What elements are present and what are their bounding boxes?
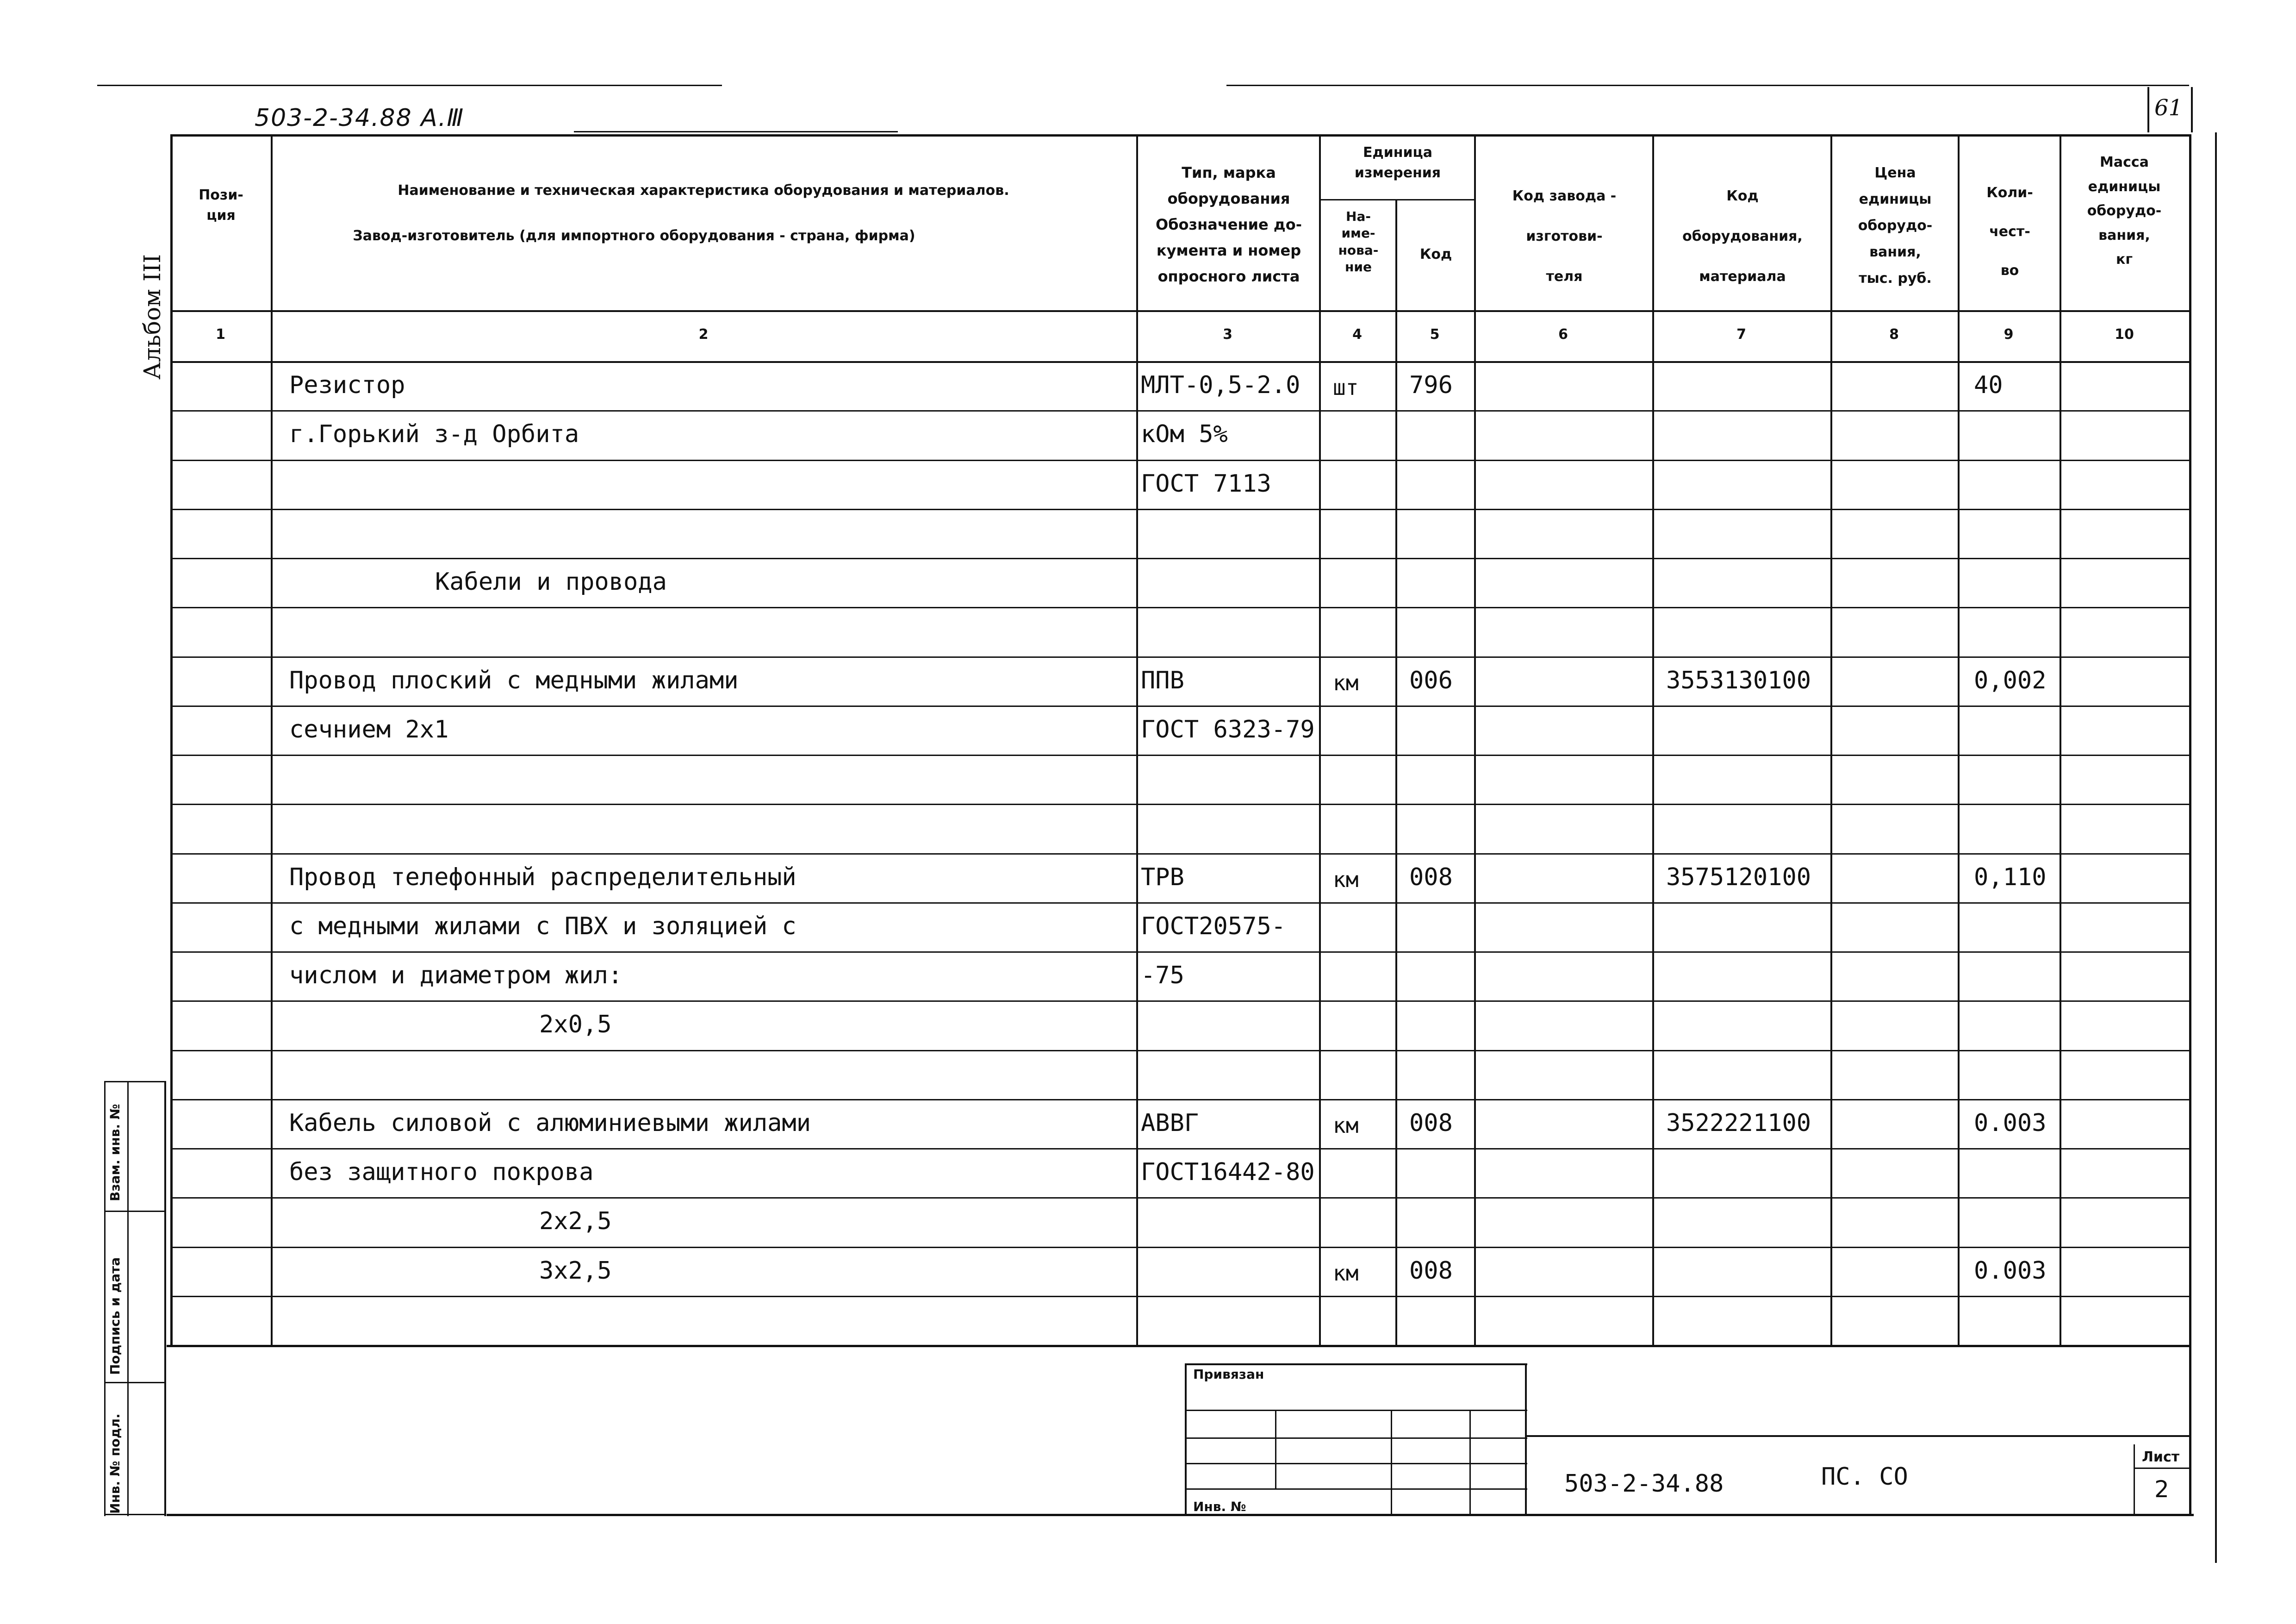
row-divider (170, 706, 2189, 707)
column-number: 3 (1223, 326, 1232, 343)
side-stamp-podpis: Подпись и дата (107, 1257, 123, 1375)
header-price: Цена единицы оборудо- вания, тыс. руб. (1858, 165, 1933, 287)
privyazan-row2 (1185, 1437, 1527, 1439)
table-right-border (2189, 134, 2191, 1345)
side-stamp-inv-podl: Инв. № подл. (107, 1413, 123, 1514)
sheet-box-mid (2134, 1468, 2191, 1469)
table-bottom-border (167, 1345, 2189, 1347)
section-title: Кабели и провода (435, 568, 667, 596)
privyazan-right (1525, 1363, 1527, 1516)
column-divider (1136, 134, 1138, 1345)
row-divider (170, 1197, 2189, 1199)
row-quantity: 0.003 (1974, 1256, 2047, 1285)
side-stamp-mid (127, 1081, 129, 1516)
row-name: Провод телефонный распределительный (289, 863, 796, 891)
sheet-box-left (2134, 1444, 2135, 1514)
row-divider (170, 607, 2189, 608)
column-divider (1474, 134, 1476, 1345)
column-divider (2060, 134, 2061, 1345)
header-unit-name: На- име- нова- ние (1338, 209, 1379, 275)
row-unit: км (1333, 1260, 1359, 1286)
stamp-left-border (1185, 1363, 1187, 1516)
row-quantity: 40 (1974, 371, 2003, 399)
column-divider (1830, 134, 1832, 1345)
row-divider (170, 656, 2189, 658)
table-left-border (170, 134, 173, 1345)
row-divider (170, 1099, 2189, 1100)
row-unit-code: 006 (1409, 666, 1453, 694)
stamp-bottom-border (167, 1514, 2194, 1516)
side-stamp-bottom (104, 1514, 164, 1515)
header-plant-code: Код завода - изготови- теля (1512, 188, 1617, 285)
side-stamp-top (104, 1081, 164, 1082)
row-name: сечнием 2х1 (289, 715, 449, 743)
row-name: г.Горький з-д Орбита (289, 420, 579, 449)
top-rule-right (1226, 85, 2189, 86)
side-stamp-right (164, 1081, 166, 1516)
row-divider (170, 509, 2189, 510)
row-type: ТРВ (1141, 863, 1184, 891)
row-subitem: 2х2,5 (539, 1207, 612, 1236)
inv-no-label: Инв. № (1193, 1499, 1246, 1514)
row-divider (170, 1296, 2189, 1297)
header-mass: Масса единицы оборудо- вания, кг (2087, 154, 2162, 268)
header-type: Тип, марка оборудования Обозначение до- кумента и номер опросного листа (1156, 164, 1302, 285)
row-unit-code: 008 (1409, 1256, 1453, 1285)
header-unit-code: Код (1419, 246, 1452, 262)
side-stamp-vzam: Взам. инв. № (107, 1104, 123, 1201)
privyazan-row4 (1185, 1488, 1527, 1490)
header-equipment-code: Код оборудования, материала (1682, 188, 1803, 285)
row-divider (170, 853, 2189, 855)
row-unit: км (1333, 867, 1359, 892)
side-stamp-div2 (104, 1382, 164, 1383)
row-equipment-code: 3553130100 (1666, 666, 1811, 694)
row-divider (170, 558, 2189, 559)
column-divider (1395, 199, 1397, 1345)
table-top-border (170, 134, 2189, 137)
row-type: ГОСТ 7113 (1141, 469, 1271, 498)
header-top-rule (574, 131, 898, 132)
row-type: ГОСТ 6323-79 (1141, 715, 1315, 743)
row-divider (170, 1000, 2189, 1002)
privyazan-col2 (1391, 1410, 1392, 1516)
row-quantity: 0,110 (1974, 863, 2047, 891)
privyazan-top (1185, 1363, 1527, 1365)
privyazan-col1 (1275, 1410, 1276, 1488)
column-divider (1652, 134, 1654, 1345)
column-number-divider (170, 361, 2189, 363)
stamp-right-border (2189, 1345, 2191, 1516)
row-name: числом и диаметром жил: (289, 962, 623, 989)
row-divider (170, 1050, 2189, 1051)
row-name: с медными жилами с ПВХ и золяцией с (289, 912, 796, 940)
row-divider (170, 755, 2189, 756)
row-quantity: 0,002 (1974, 666, 2047, 694)
row-type: АВВГ (1141, 1109, 1199, 1137)
row-quantity: 0.003 (1974, 1109, 2047, 1137)
header-unit-group: Единица измерения (1354, 144, 1441, 181)
column-number: 9 (2004, 326, 2014, 343)
row-divider (170, 804, 2189, 805)
row-unit: км (1333, 1112, 1359, 1138)
row-unit-code: 008 (1409, 1109, 1453, 1137)
row-divider (170, 951, 2189, 953)
column-divider (1319, 134, 1321, 1345)
row-divider (170, 1148, 2189, 1149)
side-stamp-div1 (104, 1211, 164, 1212)
row-type: ППВ (1141, 666, 1184, 694)
column-number: 4 (1352, 326, 1362, 343)
header-name-line2: Завод-изготовитель (для импортного оборудования - страна, фирма) (353, 228, 915, 244)
row-type: кОм 5% (1141, 420, 1228, 449)
album-label: Альбом III (139, 254, 166, 380)
header-divider (170, 310, 2189, 312)
right-margin-line (2215, 132, 2217, 1563)
privyazan-row1 (1185, 1410, 1527, 1411)
row-equipment-code: 3575120100 (1666, 863, 1811, 891)
header-quantity: Коли- чест- во (1986, 185, 2033, 279)
row-divider (170, 1247, 2189, 1248)
privyazan-row3 (1185, 1463, 1527, 1464)
row-type: ГОСТ20575- (1141, 912, 1286, 940)
row-divider (170, 410, 2189, 412)
row-divider (170, 902, 2189, 904)
row-subitem: 2х0,5 (539, 1011, 612, 1039)
sheet-label: Лист (2142, 1449, 2180, 1465)
column-divider (271, 134, 273, 1345)
row-type: ГОСТ16442-80 (1141, 1158, 1315, 1186)
row-name: без защитного покрова (289, 1158, 594, 1186)
side-stamp-left (104, 1081, 106, 1516)
column-number: 1 (216, 326, 225, 343)
row-subitem: 3х2,5 (539, 1256, 612, 1285)
column-number: 10 (2115, 326, 2134, 343)
row-divider (170, 460, 2189, 461)
row-type: МЛТ-0,5-2.0 (1141, 371, 1300, 399)
handwritten-doc-ref: 503-2-34.88 А.Ⅲ (255, 104, 465, 132)
page-number: 61 (2154, 95, 2183, 121)
row-unit-code: 008 (1409, 863, 1453, 891)
row-unit-code: 796 (1409, 371, 1453, 399)
row-name: Провод плоский с медными жилами (289, 666, 739, 694)
row-equipment-code: 3522221100 (1666, 1109, 1811, 1137)
row-unit: шт (1333, 375, 1359, 400)
header-name-line1: Наименование и техническая характеристика оборудования и материалов. (398, 182, 1009, 199)
row-name: Кабель силовой с алюминиевыми жилами (289, 1109, 811, 1137)
column-number: 8 (1889, 326, 1899, 343)
column-number: 7 (1736, 326, 1746, 343)
column-divider (1958, 134, 1960, 1345)
column-number: 5 (1430, 326, 1440, 343)
top-rule-left (97, 85, 722, 86)
privyazan-label: Привязан (1193, 1367, 1264, 1382)
row-type: -75 (1141, 962, 1184, 989)
privyazan-col3 (1469, 1410, 1471, 1516)
row-name: Резистор (289, 371, 405, 399)
column-number: 2 (698, 326, 709, 343)
doc-code: 503-2-34.88 (1564, 1470, 1724, 1498)
header-position: Пози- ция (199, 187, 243, 224)
doc-type: ПС. СО (1821, 1463, 1908, 1491)
column-number: 6 (1558, 326, 1568, 343)
sheet-number: 2 (2154, 1476, 2169, 1503)
row-unit: км (1333, 670, 1359, 695)
stamp-main-divider (1525, 1435, 2191, 1437)
